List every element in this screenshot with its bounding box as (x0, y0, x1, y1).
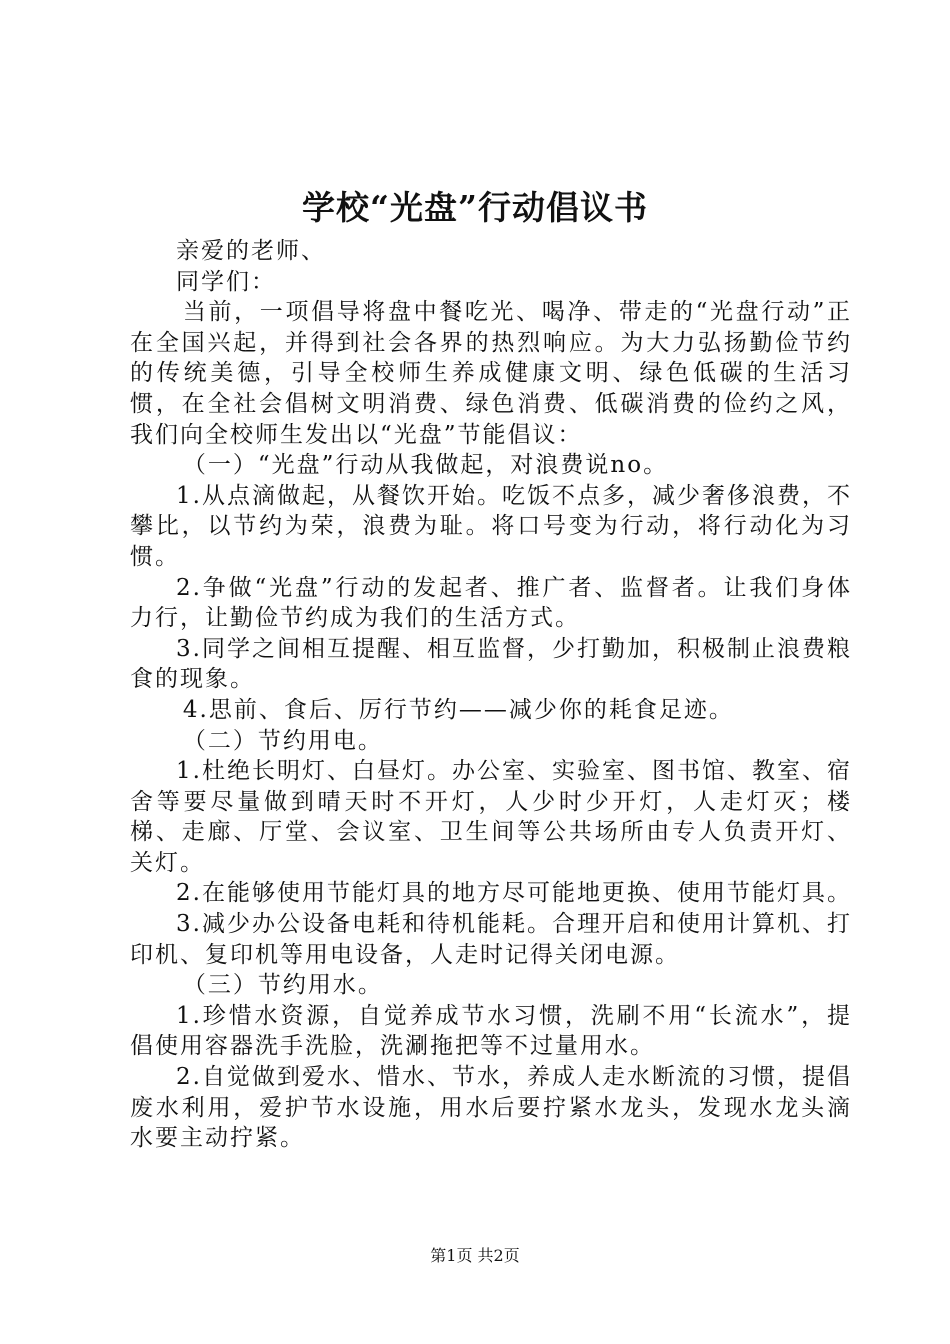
page-number-footer: 第1页 共2页 (430, 1246, 520, 1265)
document-body (130, 236, 852, 1154)
section-heading-2: （二）节约用电。 (182, 727, 383, 754)
section-heading-3: （三）节约用水。 (182, 972, 383, 999)
section-1-item-3: 3.同学之间相互提醒、相互监督，少打勤加，积极制止浪费粮食的现象。 (130, 635, 852, 693)
salutation-line-1: 亲爱的老师、 (176, 238, 326, 264)
section-heading-1: （一）“光盘”行动从我做起，对浪费说no。 (182, 452, 669, 479)
section-2-item-1: 1.杜绝长明灯、白昼灯。办公室、实验室、图书馆、教室、宿舍等要尽量做到晴天时不开灯，人少时少开灯，人走灯灭；楼梯、走廊、厅堂、会议室、卫生间等公共场所由专人负责开灯、关灯。 (130, 758, 852, 876)
section-1-item-4: 4.思前、食后、厉行节约——减少你的耗食足迹。 (182, 696, 734, 723)
document-title: 学校“光盘”行动倡议书 (302, 188, 648, 227)
section-3-item-2: 2.自觉做到爱水、惜水、节水，养成人走水断流的习惯，提倡废水利用，爱护节水设施，用水后要拧紧水龙头，发现水龙头滴水要主动拧紧。 (130, 1064, 852, 1152)
section-1-item-2: 2.争做“光盘”行动的发起者、推广者、监督者。让我们身体力行，让勤俭节约成为我们的生活方式。 (130, 574, 852, 632)
section-2-item-3: 3.减少办公设备电耗和待机能耗。合理开启和使用计算机、打印机、复印机等用电设备，人走时记得关闭电源。 (130, 911, 852, 968)
section-2-item-2: 2.在能够使用节能灯具的地方尽可能地更换、使用节能灯具。 (176, 880, 852, 907)
section-1-item-1: 1.从点滴做起，从餐饮开始。吃饭不点多，减少奢侈浪费，不攀比，以节约为荣，浪费为耻。将口号变为行动，将行动化为习惯。 (130, 482, 852, 570)
intro-paragraph: 当前，一项倡导将盘中餐吃光、喝净、带走的“光盘行动”正在全国兴起，并得到社会各界的热烈响应。为大力弘扬勤俭节约的传统美德，引导全校师生养成健康文明、绿色低碳的生活习惯，在全社会倡树文明消费、绿色消费、低碳消费的俭约之风，我们向全校师生发出以“光盘”节能倡议： (130, 299, 852, 448)
salutation-line-2: 同学们： (176, 268, 276, 295)
section-3-item-1: 1.珍惜水资源，自觉养成节水习惯，洗刷不用“长流水”，提倡使用容器洗手洗脸，洗涮拖把等不过量用水。 (130, 1002, 852, 1060)
